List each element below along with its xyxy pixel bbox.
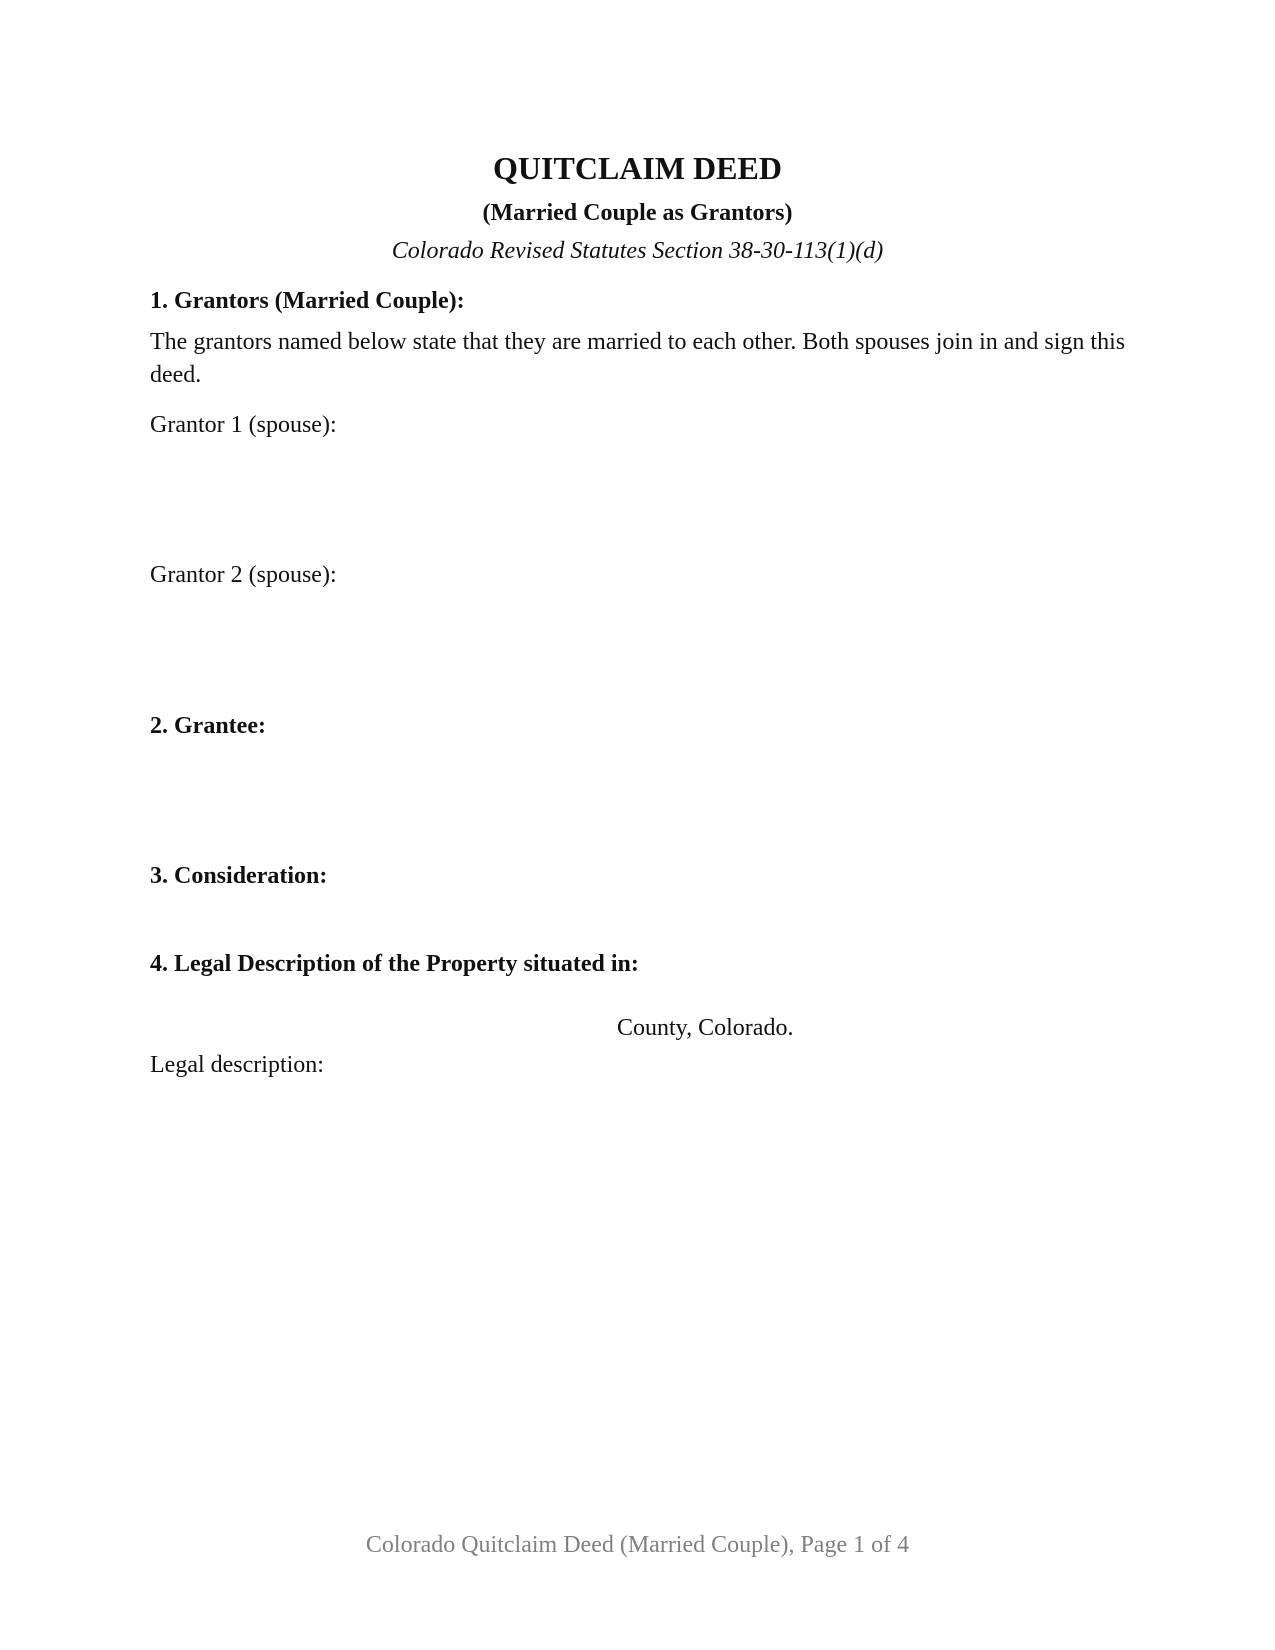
grantor-2-label: Grantor 2 (spouse):: [150, 562, 337, 588]
section-3-heading: 3. Consideration:: [150, 863, 328, 889]
document-subtitle: (Married Couple as Grantors): [482, 200, 793, 226]
document-title: QUITCLAIM DEED: [493, 150, 782, 186]
legal-description-label: Legal description:: [150, 1052, 324, 1078]
grantors-paragraph: The grantors named below state that they are married to each other. Both spouses join in and sign this deed.: [150, 329, 1126, 388]
grantor-1-label: Grantor 1 (spouse):: [150, 412, 337, 438]
section-2-heading: 2. Grantee:: [150, 713, 266, 739]
county-text: County, Colorado.: [617, 1015, 794, 1041]
section-1-heading: 1. Grantors (Married Couple):: [150, 288, 465, 314]
page-footer: Colorado Quitclaim Deed (Married Couple), Page 1 of 4: [365, 1532, 910, 1558]
section-4-heading: 4. Legal Description of the Property situated in:: [150, 951, 639, 977]
statute-reference: Colorado Revised Statutes Section 38-30-113(1)(d): [391, 238, 884, 264]
